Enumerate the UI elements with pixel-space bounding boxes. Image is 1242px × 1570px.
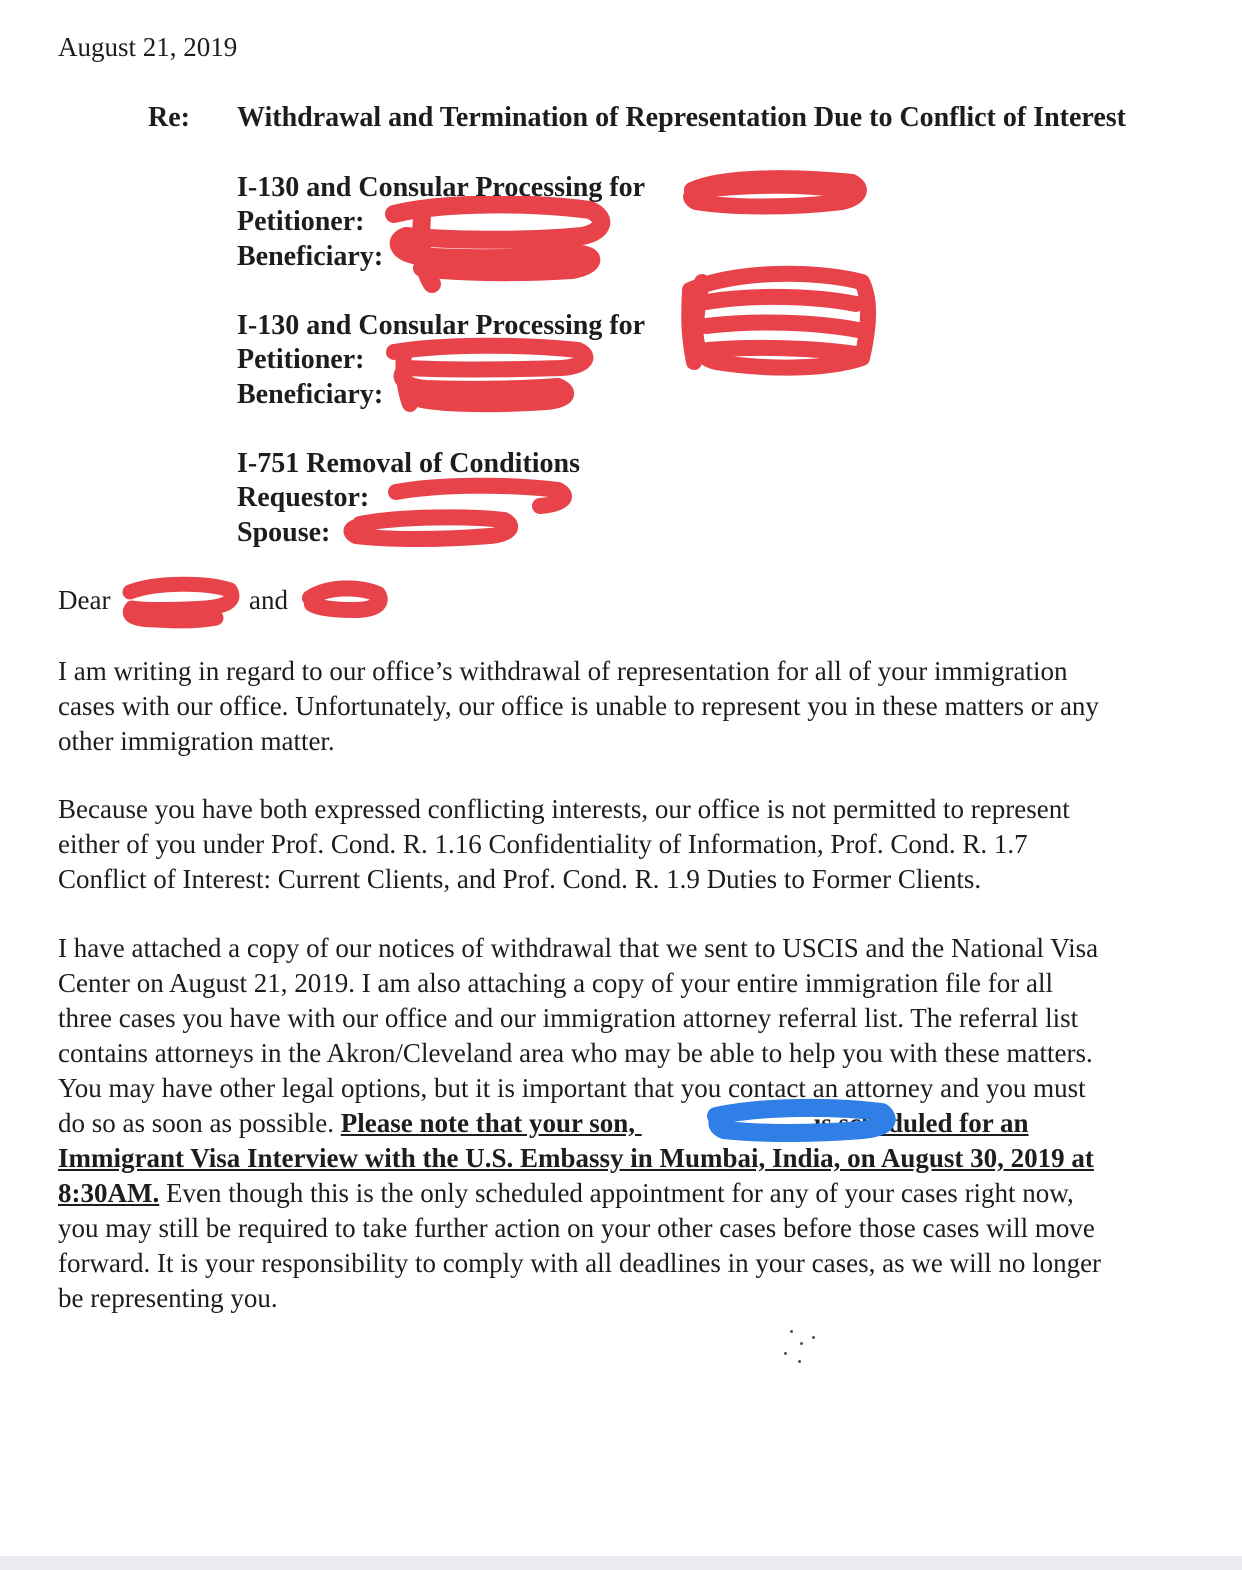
scan-speck xyxy=(798,1360,801,1363)
paragraph-2-line: Conflict of Interest: Current Clients, and Prof. Cond. R. 1.9 Duties to Former Clients. xyxy=(58,864,982,894)
redaction-case-1-name xyxy=(682,168,872,218)
redaction-stroke xyxy=(351,486,564,539)
line-6-plain: do so as soon as possible. xyxy=(58,1108,341,1138)
case-3-spouse-label: Spouse: xyxy=(237,517,331,548)
scan-speck xyxy=(800,1342,803,1345)
case-2-title: I-130 and Consular Processing for xyxy=(237,310,646,341)
redaction-stroke xyxy=(716,1108,887,1133)
scan-speck xyxy=(784,1352,787,1355)
paragraph-2-line: Because you have both expressed conflicting interests, our office is not permitted to represent xyxy=(58,794,1070,824)
redaction-stroke xyxy=(394,346,585,404)
redaction-case-3-parties xyxy=(340,476,580,558)
redaction-case-2-parties xyxy=(382,334,602,418)
redaction-son-name xyxy=(702,1094,902,1150)
paragraph-1-line: cases with our office. Unfortunately, our office is unable to represent you in these matters or any xyxy=(58,691,1099,721)
paragraph-3-line: You may have other legal options, but it is important that you contact an attorney and you must xyxy=(58,1073,1086,1103)
redaction-stroke xyxy=(689,274,868,368)
paragraph-3 xyxy=(58,931,1228,1316)
paragraph-3-line: Center on August 21, 2019. I am also attaching a copy of your entire immigration file for all xyxy=(58,968,1054,998)
notice-son-start: Please note that your son, xyxy=(340,1108,635,1138)
case-3-requestor-label: Requestor: xyxy=(237,482,370,513)
redaction-salutation-name-1 xyxy=(116,572,246,632)
paragraph-3-line: be representing you. xyxy=(58,1283,278,1313)
case-1-beneficiary-label: Beneficiary: xyxy=(237,241,384,272)
paragraph-1-line: other immigration matter. xyxy=(58,726,335,756)
paragraph-2 xyxy=(58,792,1228,897)
redaction-case-2-name xyxy=(676,262,878,384)
redaction-stroke xyxy=(394,204,601,284)
paragraph-3-line: I have attached a copy of our notices of withdrawal that we sent to USCIS and the National Visa xyxy=(58,933,1099,963)
salutation-and: and xyxy=(249,585,288,615)
paragraph-3-line-7 xyxy=(58,1141,1228,1176)
scan-speck xyxy=(812,1336,815,1339)
page-bottom-edge xyxy=(0,1556,1242,1570)
redaction-case-1-parties xyxy=(382,196,622,294)
redaction-stroke xyxy=(310,588,380,610)
case-1-petitioner-label: Petitioner: xyxy=(237,206,365,237)
notice-interview: Immigrant Visa Interview with the U.S. Embassy in Mumbai, India, on August 30, 2019 at xyxy=(58,1143,1094,1173)
paragraph-3-line: forward. It is your responsibility to comply with all deadlines in your cases, as we will no longer xyxy=(58,1248,1102,1278)
paragraph-1-line: I am writing in regard to our office’s withdrawal of representation for all of your immigration xyxy=(58,656,1068,686)
paragraph-2-line: either of you under Prof. Cond. R. 1.16 Confidentiality of Information, Prof. Cond. R. 1.7 xyxy=(58,829,1028,859)
paragraph-1 xyxy=(58,654,1228,759)
scan-speck xyxy=(790,1330,793,1333)
re-subject: Withdrawal and Termination of Representation Due to Conflict of Interest xyxy=(237,102,1126,133)
paragraph-3-line-8 xyxy=(58,1176,1228,1211)
redaction-salutation-name-2 xyxy=(298,576,392,622)
case-1-title: I-130 and Consular Processing for xyxy=(237,172,646,203)
paragraph-3-line: three cases you have with our office and our immigration attorney referral list. The referral list xyxy=(58,1003,1079,1033)
case-2-beneficiary-label: Beneficiary: xyxy=(237,379,384,410)
paragraph-3-line: contains attorneys in the Akron/Cleveland area who may be able to help you with these matters. xyxy=(58,1038,1093,1068)
re-label: Re: xyxy=(148,102,190,133)
case-2-petitioner-label: Petitioner: xyxy=(237,344,365,375)
paragraph-3-line: you may still be required to take further action on your other cases before those cases will move xyxy=(58,1213,1095,1243)
salutation-dear: Dear xyxy=(58,585,111,615)
case-3-title: I-751 Removal of Conditions xyxy=(237,448,581,479)
notice-son-end: is scheduled for an xyxy=(807,1108,1029,1138)
redaction-stroke xyxy=(691,178,859,206)
notice-time: 8:30AM. xyxy=(58,1178,160,1208)
line-8-plain: Even though this is the only scheduled appointment for any of your cases right now, xyxy=(159,1178,1074,1208)
letter-date: August 21, 2019 xyxy=(58,32,238,62)
paragraph-3-line-6 xyxy=(58,1106,1228,1141)
redaction-stroke xyxy=(130,584,232,621)
